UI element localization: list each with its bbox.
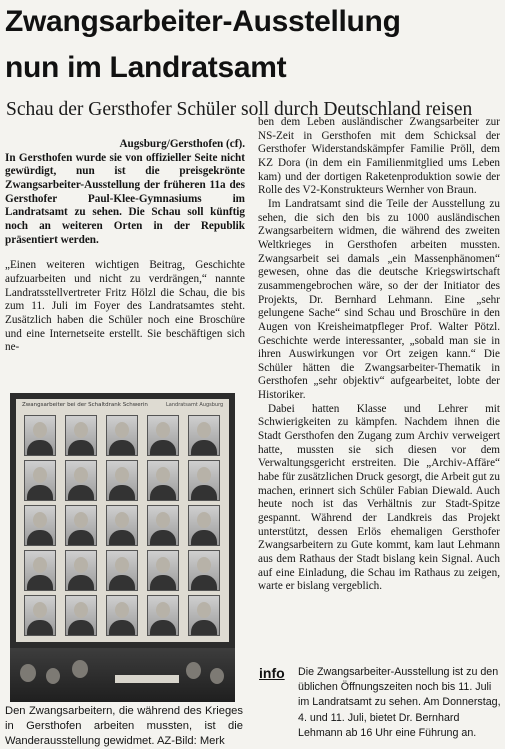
info-label: info <box>259 665 285 681</box>
article-lead <box>5 138 245 247</box>
portrait-photo <box>147 415 179 456</box>
board-title: Zwangsarbeiter bei der Schaltdrank Schwerin <box>22 402 148 408</box>
portrait-photo <box>188 595 220 636</box>
exhibition-board <box>16 399 229 642</box>
portrait-photo <box>147 595 179 636</box>
visitor-head <box>210 668 224 684</box>
portrait-photo <box>106 505 138 546</box>
portrait-photo <box>188 415 220 456</box>
article-paragraph: „Einen weiteren wichtigen Beitrag, Geschichte aufzuarbeiten und nicht zu verdrängen,“ nannte Landratsstellvertreter Fritz Hölzl die Schau, die bis zum 11. Juli im Foyer des Landratsamtes steht. Zusätzlich haben die Schüler noch eine Broschüre und eine Internetseite erstellt. Sie beschäftigen sich ne- <box>5 259 245 354</box>
headline-line-2: nun im Landratsamt <box>5 51 287 84</box>
headline-line-1: Zwangsarbeiter-Ausstellung <box>5 5 401 38</box>
portrait-photo <box>106 550 138 591</box>
subheadline: Schau der Gersthofer Schüler soll durch Deutschland reisen <box>6 99 473 120</box>
visitor-head <box>186 662 201 679</box>
article-paragraph: Dabei hatten Klasse und Lehrer mit Schwierigkeiten zu kämpfen. Nachdem ihnen die Stadt Gersthofen den Zugang zum Archiv verweigert hatte, mussten sie sich diesen vor dem Verwaltungsgericht erstreiten. Die „Archiv-Affäre“ habe für zusätzlichen Druck gesorgt, die Arbeit gut zu machen, erinnert sich Schüler Fabian Diewald. Auch heute noch ist das Verhältnis zur Stadt-Spitze gespannt. Während der Landkreis das Projekt unterstützt, dessen Erlös ehemaligen Gersthofer Zwangsarbeitern zu Gute kommt, kam laut Lehmann aus dem Rathaus der Stadt bislang kein Signal. Auch auf eine Einladung, die Schau im Rathaus zu zeigen, warte er bislang vergeblich. <box>258 402 500 593</box>
article-column-left <box>5 138 245 355</box>
portrait-photo <box>106 595 138 636</box>
photo-caption: Den Zwangsarbeitern, die während des Krieges in Gersthofen arbeiten mussten, ist die Wanderausstellung gewidmet. AZ-Bild: Merk <box>5 705 243 747</box>
portrait-photo <box>24 415 56 456</box>
article-paragraph: ben dem Leben ausländischer Zwangsarbeiter zur NS-Zeit in Gersthofen mit dem Schicksal der Gersthofer Widerstandskämpfer Familie Pröll, dem KZ Dora (in dem ein Familienmitglied ums Leben kam) und der dortigen Raketenproduktion sowie der Rolle des V2-Konstrukteurs Wernher von Braun. <box>258 116 500 197</box>
info-text: Die Zwangsarbeiter-Ausstellung ist zu den üblichen Öffnungszeiten noch bis 11. Juli im Landratsamt zu sehen. Am Donnerstag, 4. und 11. Juli, bietet Dr. Bernhard Lehmann ab 16 Uhr eine Führung an. <box>298 666 501 739</box>
article-paragraph: Im Landratsamt sind die Teile der Ausstellung zu sehen, die sich den bis zu 1000 ausländischen Zwangsarbeitern widmen, die während des zweiten Weltkrieges in Gersthofen arbeiten mussten. Zwangsarbeit sei damals „ein Massenphänomen“ gewesen, ohne das die deutsche Kriegswirtschaft zusammengebrochen wäre, so der der Initiator des Projekts, Dr. Bernhard Lehmann. Eine „sehr gelungene Sache“ sind Schau und Broschüre in den Augen von Kreisheimatpfleger Prof. Walter Pötzl. Geschichte werde interessanter, „sobald man sie in ihren Auswirkungen vor Ort zeigen kann.“ Die Schüler hätten die Zwangsarbeiter-Thematik in Gersthofen „sehr objektiv“ aufgearbeitet, lobte der Historiker. <box>258 197 500 402</box>
portrait-photo <box>24 505 56 546</box>
article-column-right <box>258 116 500 594</box>
exhibition-banner <box>115 675 179 683</box>
portrait-photo <box>65 550 97 591</box>
portrait-photo <box>147 460 179 501</box>
portrait-photo <box>188 505 220 546</box>
portrait-photo <box>24 550 56 591</box>
portrait-photo <box>24 460 56 501</box>
portrait-photo <box>106 415 138 456</box>
visitor-head <box>72 660 88 678</box>
visitor-head <box>46 668 60 684</box>
portrait-photo <box>147 550 179 591</box>
portrait-photo <box>188 550 220 591</box>
portrait-photo <box>24 595 56 636</box>
visitor-head <box>20 664 36 682</box>
dateline: Augsburg/Gersthofen (cf). <box>119 138 245 150</box>
portrait-photo <box>65 415 97 456</box>
portrait-photo <box>188 460 220 501</box>
exhibition-photo <box>10 393 235 702</box>
portrait-photo <box>106 460 138 501</box>
board-subtitle: Landratsamt Augsburg <box>166 402 224 408</box>
portrait-photo <box>65 595 97 636</box>
portrait-photo <box>65 460 97 501</box>
portrait-photo <box>65 505 97 546</box>
portrait-photo <box>147 505 179 546</box>
lead-text: In Gersthofen wurde sie von offizieller Seite nicht gewürdigt, nun ist die preisgekrönte Zwangsarbeiter-Ausstellung der früheren 11a des Gersthofer Paul-Klee-Gymnasiums im Landratsamt zu sehen. Die Schau soll künftig noch an weiteren Orten in der Republik präsentiert werden. <box>5 151 245 246</box>
